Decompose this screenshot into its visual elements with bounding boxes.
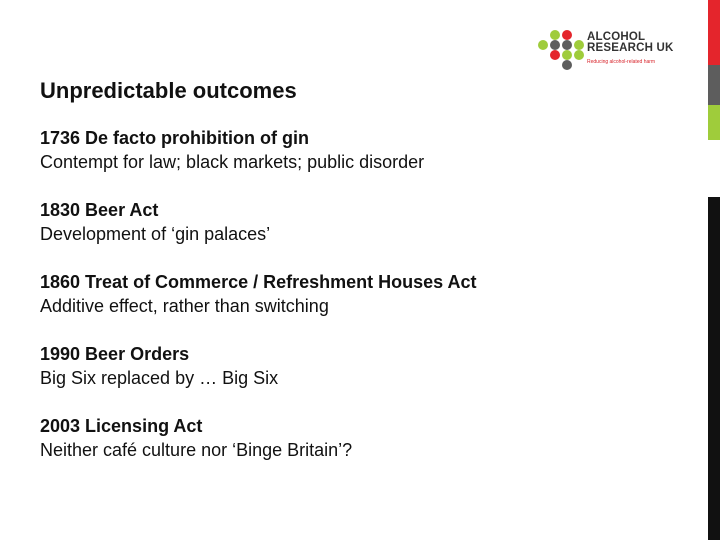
- logo-dot: [550, 40, 560, 50]
- logo-dot: [562, 50, 572, 60]
- logo-name: [587, 32, 674, 54]
- logo-dots-icon: [538, 30, 588, 70]
- list-item: [40, 342, 477, 390]
- list-item: [40, 414, 477, 462]
- logo-name-line1: ALCOHOL: [587, 31, 646, 43]
- accent-bar-green: [708, 105, 720, 140]
- list-item: [40, 198, 477, 246]
- list-item: [40, 270, 477, 318]
- item-heading: 1990 Beer Orders: [40, 344, 190, 364]
- item-heading: 1736 De facto prohibition of gin: [40, 128, 310, 148]
- item-description: Additive effect, rather than switching: [40, 296, 329, 316]
- list-item: [40, 126, 477, 174]
- item-description: Development of ‘gin palaces’: [40, 224, 271, 244]
- logo-dot: [562, 30, 572, 40]
- item-heading: 1830 Beer Act: [40, 200, 159, 220]
- slide-title: Unpredictable outcomes: [40, 78, 297, 103]
- item-description: Contempt for law; black markets; public disorder: [40, 152, 425, 172]
- logo-dot: [562, 40, 572, 50]
- logo-dot: [574, 50, 584, 60]
- logo-dot: [562, 60, 572, 70]
- logo-dot: [538, 40, 548, 50]
- accent-bar-black: [708, 197, 720, 540]
- logo-name-line2: RESEARCH UK: [587, 42, 674, 54]
- logo-tagline: Reducing alcohol-related harm: [587, 59, 656, 65]
- accent-bar-grey: [708, 65, 720, 105]
- logo-dot: [574, 40, 584, 50]
- alcohol-research-uk-logo: [538, 30, 688, 70]
- accent-bar-red: [708, 0, 720, 65]
- item-heading: 2003 Licensing Act: [40, 416, 203, 436]
- item-description: Big Six replaced by … Big Six: [40, 368, 279, 388]
- item-heading: 1860 Treat of Commerce / Refreshment Houses Act: [40, 272, 477, 292]
- logo-dot: [550, 30, 560, 40]
- item-description: Neither café culture nor ‘Binge Britain’?: [40, 440, 353, 460]
- logo-dot: [550, 50, 560, 60]
- outcomes-list: [40, 126, 477, 486]
